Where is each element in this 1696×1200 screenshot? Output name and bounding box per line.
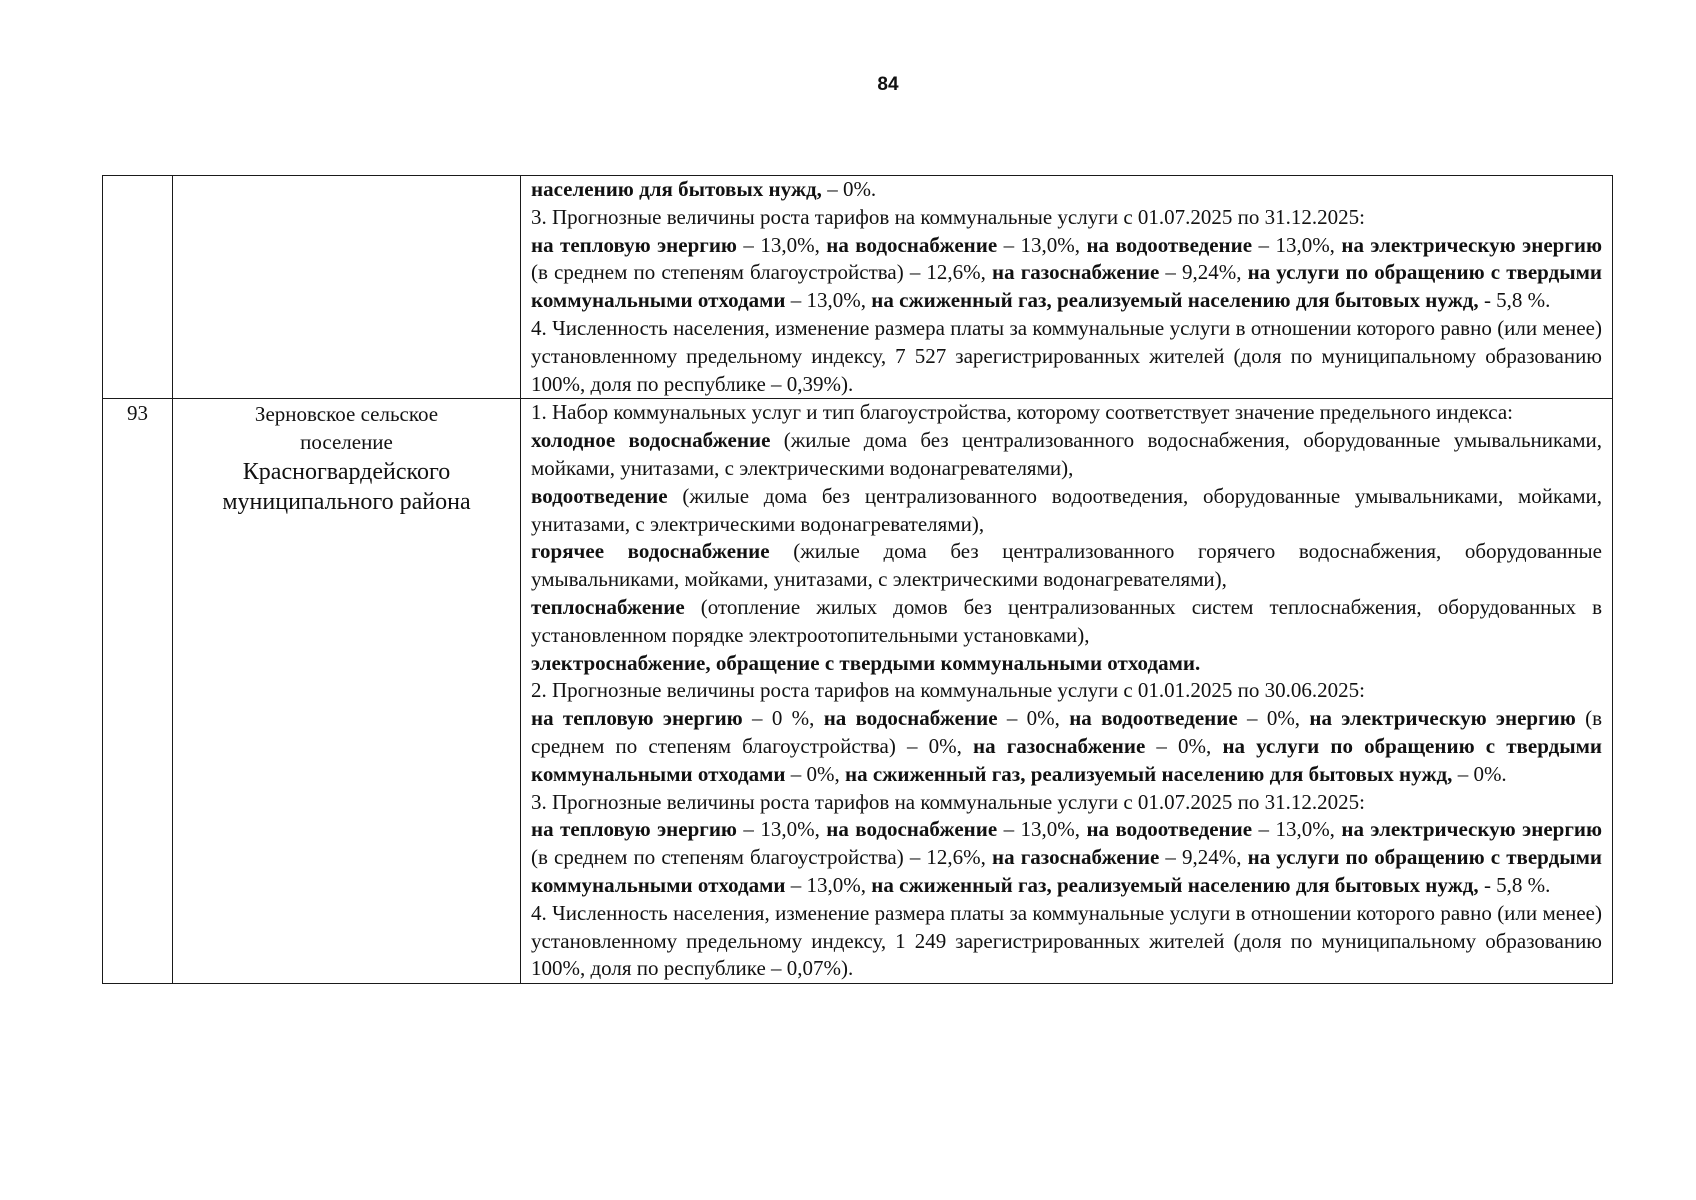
table-row (103, 399, 1613, 984)
text-run: 3. Прогнозные величины роста тарифов на коммунальные услуги с 01.07.2025 по 31.12.2025: (531, 789, 1365, 814)
text-run: – 13,0%, (736, 232, 827, 257)
bold-text-run: на водоснабжение (823, 706, 998, 731)
text-run: – 9,24%, (1159, 845, 1248, 870)
municipality-name-cell (173, 176, 521, 399)
table-body (103, 176, 1613, 984)
bold-text-run: на электрическую энергию (1341, 817, 1603, 842)
description-paragraph (531, 900, 1602, 983)
description-paragraph (531, 204, 1602, 232)
text-run: 4. Численность населения, изменение размера платы за коммунальные услуги в отношении которого равно (или менее) установленному предельному индексу, 1 249 зарегистрированных жителей (доля по муниципальному образованию 100%, доля по республике – 0,07%). (531, 900, 1602, 981)
tariff-table (102, 175, 1613, 984)
text-run: – 9,24%, (1159, 260, 1248, 285)
description-paragraph (531, 176, 1602, 204)
text-run: (жилые дома без централизованного горячего водоснабжения, оборудованные умывальниками, мойками, унитазами, с электрическими водонагревателями), (531, 539, 1602, 592)
municipality-name-cell (173, 399, 521, 984)
bold-text-run: на тепловую энергию (531, 706, 743, 731)
text-run: – 0%. (821, 177, 877, 201)
municipality-name-line: поселение (300, 430, 393, 455)
description-cell (521, 176, 1613, 399)
text-run: 2. Прогнозные величины роста тарифов на коммунальные услуги с 01.01.2025 по 30.06.2025: (531, 678, 1365, 703)
text-run: – 13,0%, (785, 872, 872, 897)
text-run: – 0%, (785, 761, 846, 786)
municipality-name-line: муниципального района (222, 488, 471, 515)
description-paragraph (531, 483, 1602, 539)
text-run: (отопление жилых домов без централизованных систем теплоснабжения, оборудованных в установленном порядке электроотопительными установками), (531, 594, 1602, 647)
description-paragraph (531, 789, 1602, 817)
text-run: - 5,8 %. (1478, 288, 1551, 313)
description-paragraph (531, 594, 1602, 650)
text-run: – 13,0%, (1252, 232, 1342, 257)
text-run: – 0%. (1452, 761, 1507, 786)
bold-text-run: водоотведение (531, 483, 668, 508)
description-paragraph (531, 816, 1602, 899)
description-paragraph (531, 705, 1602, 788)
text-run: (жилые дома без централизованного водоснабжения, оборудованные умывальниками, мойками, унитазами, с электрическими водонагревателями), (531, 428, 1602, 480)
table-row (103, 176, 1613, 399)
bold-text-run: на услуги по обращению с твердыми коммунальными отходами (531, 845, 1603, 897)
text-run: (в среднем по степеням благоустройства) – 12,6%, (531, 260, 993, 285)
text-run: 3. Прогнозные величины роста тарифов на коммунальные услуги с 01.07.2025 по 31.12.2025: (531, 204, 1365, 229)
bold-text-run: на сжиженный газ, реализуемый населению для бытовых нужд, (871, 288, 1479, 313)
bold-text-run: на водоотведение (1086, 817, 1253, 842)
text-run: – 0%, (1237, 706, 1310, 731)
bold-text-run: электроснабжение, обращение с твердыми коммунальными отходами. (531, 650, 1201, 675)
description-paragraph (531, 315, 1602, 398)
description-paragraph (531, 399, 1602, 427)
text-run: – 13,0%, (736, 817, 827, 842)
text-run: – 13,0%, (1252, 817, 1342, 842)
text-run: 1. Набор коммунальных услуг и тип благоустройства, которому соответствует значение предельного индекса: (531, 400, 1513, 425)
bold-text-run: на сжиженный газ, реализуемый населению для бытовых нужд, (845, 761, 1453, 786)
text-run: - 5,8 %. (1478, 872, 1551, 897)
bold-text-run: на электрическую энергию (1341, 232, 1603, 257)
page-number: 84 (877, 74, 899, 95)
bold-text-run: на водоотведение (1086, 232, 1253, 257)
bold-text-run: горячее водоснабжение (531, 539, 770, 564)
text-run: – 0 %, (742, 706, 824, 731)
text-run: (в среднем по степеням благоустройства) – 12,6%, (531, 845, 993, 870)
bold-text-run: теплоснабжение (531, 594, 685, 619)
bold-text-run: на водоснабжение (826, 817, 998, 842)
text-run: – 13,0%, (997, 232, 1087, 257)
description-paragraph (531, 650, 1602, 678)
text-run: – 0%, (1145, 733, 1223, 758)
bold-text-run: на тепловую энергию (531, 817, 737, 842)
bold-text-run: на услуги по обращению с твердыми коммунальными отходами (531, 260, 1603, 313)
row-number-cell (103, 176, 173, 399)
description-paragraph (531, 232, 1602, 315)
description-paragraph (531, 677, 1602, 705)
bold-text-run: на газоснабжение (992, 845, 1160, 870)
text-run: – 13,0%, (997, 817, 1087, 842)
text-run: (жилые дома без централизованного водоотведения, оборудованные умывальниками, мойками, унитазами, с электрическими водонагревателями), (531, 483, 1602, 536)
bold-text-run: на газоснабжение (972, 733, 1146, 758)
text-run: – 13,0%, (785, 288, 872, 313)
text-run: (в среднем по степеням благоустройства) – 0%, (531, 706, 1602, 758)
description-cell (521, 399, 1613, 984)
bold-text-run: населению для бытовых нужд, (531, 177, 822, 201)
bold-text-run: на водоснабжение (826, 232, 998, 257)
municipality-name-line: Зерновское сельское (254, 402, 439, 427)
text-run: – 0%, (997, 706, 1070, 731)
bold-text-run: холодное водоснабжение (531, 428, 771, 453)
bold-text-run: на водоотведение (1069, 706, 1238, 731)
description-paragraph (531, 427, 1602, 483)
text-run: 4. Численность населения, изменение размера платы за коммунальные услуги в отношении которого равно (или менее) установленному предельному индексу, 7 527 зарегистрированных жителей (доля по муниципальному образованию 100%, доля по республике – 0,39%). (531, 315, 1602, 396)
bold-text-run: на электрическую энергию (1309, 706, 1576, 731)
row-number-cell: 93 (103, 399, 173, 984)
bold-text-run: на газоснабжение (992, 260, 1160, 285)
bold-text-run: на услуги по обращению с твердыми коммунальными отходами (531, 733, 1603, 786)
municipality-name-line: Красногвардейского (242, 458, 451, 485)
bold-text-run: на тепловую энергию (531, 232, 737, 257)
bold-text-run: на сжиженный газ, реализуемый населению для бытовых нужд, (871, 872, 1479, 897)
description-paragraph (531, 538, 1602, 594)
